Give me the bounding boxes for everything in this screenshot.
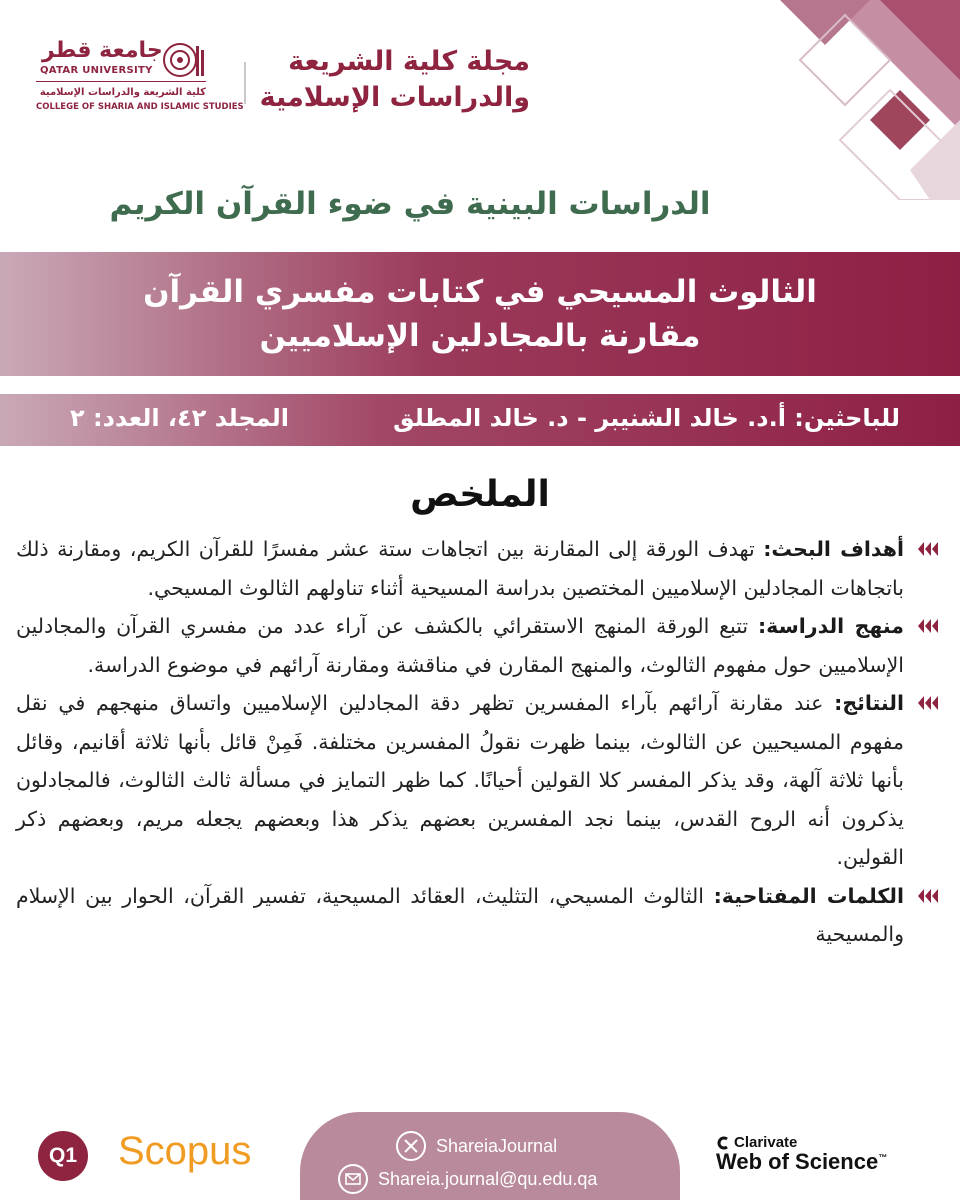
abstract-section [16, 607, 904, 684]
email-contact[interactable] [338, 1164, 597, 1194]
journal-title-line2: والدراسات الإسلامية [259, 82, 530, 113]
section-text-results: عند مقارنة آرائهم بآراء المفسرين تظهر دقة المجادلين الإسلاميين واتساق منهجهم في نقل مفهوم المسيحيين عن الثالوث، بينما ظهرت نقولُ المفسرين مختلفة. فَمِنْ قائل بأنها ثلاثة أقانيم، وقائل بأنها ثلاثة آلهة، وقد يذكر المفسر كلا القولين أحيانًا. كما ظهر التمايز في مسألة ثالث الثالوث، فالمجادلون يذكرون أنه الروح القدس، بينما نجد المفسرين بعضهم يذكر هذا وبعضهم يجعله مريم، وبعضهم ذكر القولين. [16, 691, 904, 869]
chevron-bullet-icon [912, 540, 942, 558]
section-label-results: النتائج: [834, 691, 904, 715]
university-emblem-icon [160, 40, 206, 80]
section-label-method: منهج الدراسة: [757, 614, 904, 638]
university-name-ar: جامعة قطر [42, 38, 163, 63]
trademark-mark: ™ [878, 1152, 888, 1163]
qatar-university-logo [36, 38, 244, 118]
university-name-en: QATAR UNIVERSITY [40, 65, 153, 76]
section-label-keywords: الكلمات المفتاحية: [713, 883, 904, 908]
twitter-handle[interactable]: ShareiaJournal [436, 1135, 558, 1156]
chevron-bullet-icon [912, 694, 942, 712]
paper-authors: للباحثين: أ.د. خالد الشنيبر - د. خالد المطلق [393, 404, 900, 432]
abstract-body [16, 530, 904, 954]
volume-issue: المجلد ٤٢، العدد: ٢ [70, 404, 289, 432]
section-label-objectives: أهداف البحث: [763, 537, 904, 561]
authors-bar [0, 394, 960, 446]
email-address[interactable]: Shareia.journal@qu.edu.qa [378, 1168, 598, 1189]
x-twitter-icon [396, 1131, 426, 1161]
web-of-science-logo [716, 1134, 887, 1175]
title-banner [0, 252, 960, 376]
decorative-corner-shapes [630, 0, 960, 200]
issue-theme: الدراسات البينية في ضوء القرآن الكريم [109, 186, 711, 222]
abstract-section [16, 877, 904, 954]
section-text-method: تتبع الورقة المنهج الاستقرائي بالكشف عن آراء عدد من مفسري القرآن والمجادلين الإسلاميين حول مفهوم الثالوث، والمنهج المقارن في مناقشة ومقارنة آرائهم في موضوع الدراسة. [16, 614, 904, 677]
chevron-bullet-icon [912, 887, 942, 905]
journal-title-line1: مجلة كلية الشريعة [288, 46, 530, 77]
q1-badge: Q1 [38, 1131, 88, 1181]
clarivate-mark-icon [716, 1136, 730, 1150]
chevron-bullet-icon [912, 617, 942, 635]
college-name-ar: كلية الشريعة والدراسات الإسلامية [39, 87, 206, 98]
scopus-logo: Scopus [118, 1129, 252, 1173]
abstract-heading: الملخص [410, 474, 550, 515]
abstract-section [16, 684, 904, 877]
header-divider [244, 62, 246, 104]
web-of-science-label: Web of Science [716, 1149, 879, 1174]
section-text-objectives: تهدف الورقة إلى المقارنة بين اتجاهات ستة عشر مفسرًا للقرآن الكريم، ومقارنة ذلك باتجاهات المجادلين الإسلاميين المختصين بدراسة المسيحية أثناء تناولهم الثالوث المسيحي. [16, 537, 904, 600]
journal-title [260, 44, 530, 116]
paper-title: الثالوث المسيحي في كتابات مفسري القرآن مقارنة بالمجادلين الإسلاميين [143, 274, 817, 354]
abstract-section [16, 530, 904, 607]
clarivate-label: Clarivate [734, 1134, 798, 1151]
college-name-en: COLLEGE OF SHARIA AND ISLAMIC STUDIES [36, 102, 244, 112]
section-text-keywords: الثالوث المسيحي، التثليث، العقائد المسيحية، تفسير القرآن، الحوار بين الإسلام والمسيحية [16, 883, 904, 946]
envelope-icon [338, 1164, 368, 1194]
twitter-contact[interactable] [396, 1131, 557, 1161]
logo-divider [36, 81, 206, 82]
